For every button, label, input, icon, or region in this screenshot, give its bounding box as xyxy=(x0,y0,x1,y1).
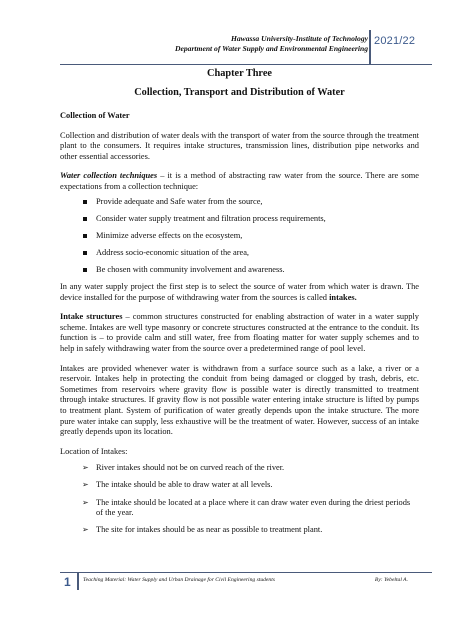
chapter-title: Collection, Transport and Distribution of Water xyxy=(134,87,345,98)
techniques-term: Water collection techniques xyxy=(60,171,158,181)
arrow-bullet-icon: ➢ xyxy=(82,463,89,473)
list-item: Be chosen with community involvement and awareness. xyxy=(60,265,419,276)
location-list xyxy=(60,463,419,535)
square-bullet-icon xyxy=(83,251,87,255)
footer-course-text: Teaching Material: Water Supply and Urban Drainage for Civil Engineering students xyxy=(83,577,275,583)
page-content xyxy=(60,67,419,542)
location-label: Location of Intakes: xyxy=(60,446,128,456)
chapter-number: Chapter Three xyxy=(207,68,272,79)
page-footer xyxy=(60,572,432,590)
list-item: ➢ The intake should be able to draw water at all levels. xyxy=(82,480,273,490)
arrow-bullet-icon: ➢ xyxy=(82,525,89,535)
header-institution: Hawassa University-Institute of Technology xyxy=(230,34,368,43)
list-item: ➢ River intakes should not be on curved reach of the river. xyxy=(82,463,285,473)
square-bullet-icon xyxy=(83,217,87,221)
arrow-bullet-icon: ➢ xyxy=(82,497,89,507)
list-item: Minimize adverse effects on the ecosystem, xyxy=(60,231,419,242)
square-bullet-icon xyxy=(83,268,87,272)
list-item: Provide adequate and Safe water from the source, xyxy=(60,197,419,208)
intro-paragraph: Collection and distribution of water deals with the transport of water from the source through the treatment plant to the consumers. It requires intake structures, transmission lines, distribution pipe networks and other essential accessories. xyxy=(60,130,419,161)
header-department: Department of Water Supply and Environmental Engineering xyxy=(175,44,368,53)
source-text: In any water supply project the first step is to select the source of water from which water is drawn. The device installed for the purpose of withdrawing water from the sources is called xyxy=(60,282,419,302)
expectations-list xyxy=(60,197,419,276)
intake-structures-text: – common structures constructed for enabling abstraction of water in a water supply scheme. Intakes are well type masonry or concrete structures constructed at the entrance to the conduit. Its function is – to provide calm and still water, free from floating matter for water supply schemes and to help in safely withdrawing water from the source over a predetermined range of pool level. xyxy=(60,312,419,353)
header-year: 2021/22 xyxy=(374,35,416,47)
header-text xyxy=(175,34,368,54)
page-header xyxy=(60,30,432,65)
header-divider xyxy=(369,30,371,64)
intakes-paragraph: Intakes are provided whenever water is withdrawn from a surface source such as a lake, a river or a reservoir. Intakes help in protecting the conduit from being damaged or clogged by trash, debris, etc. Sometimes from reservoirs where gravity flow is possible water is directly transmitted to treatment through intake structures. If gravity flow is not possible water entering intake structure is lifted by pumps to treatment plant. System of purification of water greatly depends upon the intake structure. The more pure water intake can supply, less exhaustive will be the treatment of water. However, success of an intake greatly depends upon its location. xyxy=(60,363,419,437)
list-item: ➢ The site for intakes should be as near as possible to treatment plant. xyxy=(82,525,323,535)
list-item: Consider water supply treatment and filtration process requirements, xyxy=(60,214,419,225)
footer-author: By: Yebeltal A. xyxy=(374,577,408,583)
source-paragraph xyxy=(60,282,419,303)
square-bullet-icon xyxy=(83,234,87,238)
page-number: 1 xyxy=(64,575,71,589)
techniques-text: – it is a method of abstracting raw water from the source. There are some expectations from a collection technique: xyxy=(60,171,419,191)
square-bullet-icon xyxy=(83,200,87,204)
list-item: Address socio-economic situation of the area, xyxy=(60,248,419,259)
footer-divider xyxy=(77,573,79,590)
intake-structures-paragraph xyxy=(60,312,419,354)
list-item: ➢ The intake should be located at a place where it can draw water even during the driest periods of the year. xyxy=(82,497,411,518)
intakes-term: intakes. xyxy=(329,292,357,302)
intake-structures-term: Intake structures xyxy=(60,312,123,322)
arrow-bullet-icon: ➢ xyxy=(82,480,89,490)
section-heading: Collection of Water xyxy=(60,111,130,120)
techniques-paragraph xyxy=(60,171,419,192)
